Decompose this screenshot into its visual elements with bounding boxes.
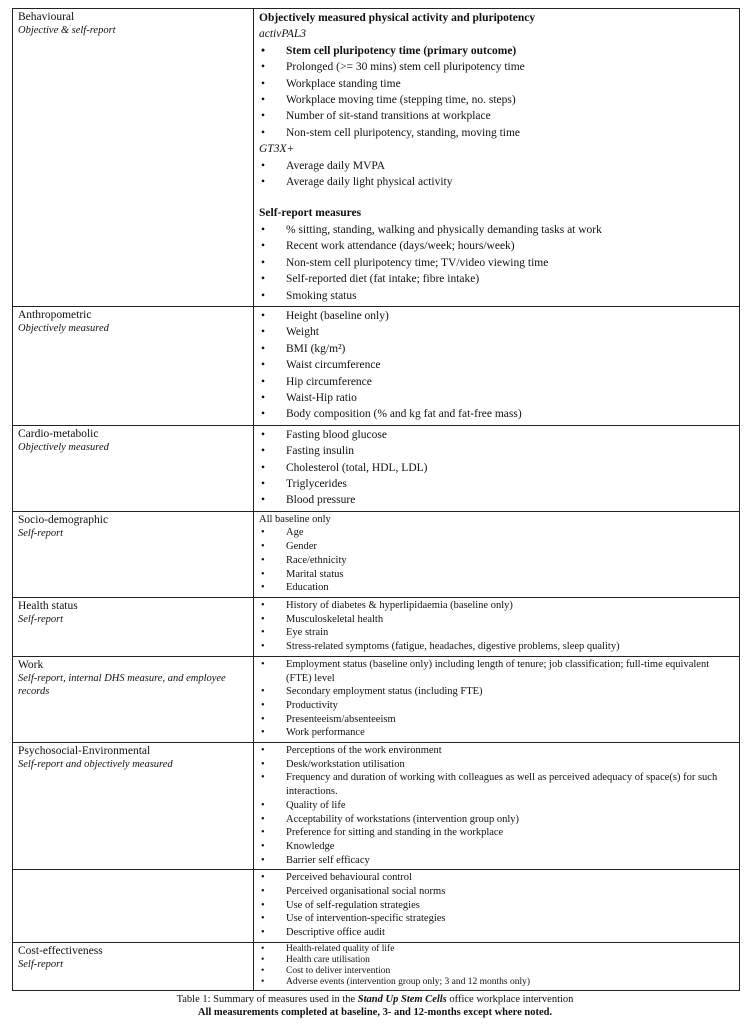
list-item: • Fasting blood glucose <box>259 427 734 443</box>
measure-list <box>259 871 734 940</box>
caption-prefix: Table 1: Summary of measures used in the <box>176 994 358 1005</box>
list-item: • Smoking status <box>259 288 734 304</box>
category-subtitle: Objectively measured <box>18 322 109 334</box>
category-title: Work <box>18 658 44 671</box>
list-item: • Weight <box>259 324 734 340</box>
measures-cell <box>254 743 740 870</box>
list-item: • Presenteeism/absenteeism <box>259 713 734 727</box>
list-item: • Use of intervention-specific strategies <box>259 912 734 926</box>
caption-suffix: office workplace intervention <box>446 994 574 1005</box>
category-subtitle: Self-report <box>18 958 64 970</box>
category-cell <box>13 425 254 511</box>
measure-list <box>259 526 734 595</box>
measures-table-body <box>13 9 740 991</box>
list-item: • Quality of life <box>259 799 734 813</box>
group-title: activPAL3 <box>259 28 307 41</box>
list-item: • % sitting, standing, walking and physically demanding tasks at work <box>259 222 734 238</box>
list-item: • Health-related quality of life <box>259 944 734 955</box>
table-row <box>13 9 740 307</box>
list-item: • Descriptive office audit <box>259 926 734 940</box>
caption-emphasis: Stand Up Stem Cells <box>357 994 447 1005</box>
category-subtitle: Self-report and objectively measured <box>18 759 173 771</box>
measure-list <box>259 599 734 654</box>
table-row <box>13 511 740 597</box>
category-cell <box>13 743 254 870</box>
category-title: Cost-effectiveness <box>18 944 103 957</box>
list-item: • Desk/workstation utilisation <box>259 758 734 772</box>
list-item: • Education <box>259 581 734 595</box>
list-item: • Self-reported diet (fat intake; fibre intake) <box>259 271 734 287</box>
table-row <box>13 306 740 425</box>
measure-list <box>259 222 734 304</box>
table-row <box>13 656 740 742</box>
measure-list <box>259 944 734 988</box>
table-row <box>13 942 740 990</box>
table-row <box>13 598 740 657</box>
list-item: • Cholesterol (total, HDL, LDL) <box>259 460 734 476</box>
measures-cell <box>254 598 740 657</box>
category-cell <box>13 9 254 307</box>
table-caption <box>0 994 750 1019</box>
group-title: All baseline only <box>259 513 331 525</box>
measures-cell <box>254 511 740 597</box>
category-title: Cardio-metabolic <box>18 427 99 440</box>
list-item: • Age <box>259 526 734 540</box>
list-item: • Stem cell pluripotency time (primary outcome) <box>259 43 734 59</box>
measure-list <box>259 658 734 740</box>
list-item: • Non-stem cell pluripotency, standing, moving time <box>259 125 734 141</box>
list-item: • Perceived organisational social norms <box>259 885 734 899</box>
measures-cell <box>254 942 740 990</box>
group-spacer <box>259 190 734 205</box>
list-item: • Secondary employment status (including FTE) <box>259 685 734 699</box>
category-title: Behavioural <box>18 11 75 23</box>
category-cell <box>13 942 254 990</box>
list-item: • Race/ethnicity <box>259 554 734 568</box>
list-item: • Marital status <box>259 568 734 582</box>
category-title: Socio-demographic <box>18 513 109 526</box>
group-title: GT3X+ <box>259 143 295 156</box>
list-item: • Musculoskeletal health <box>259 613 734 627</box>
list-item: • Gender <box>259 540 734 554</box>
measures-cell <box>254 656 740 742</box>
measures-cell <box>254 9 740 307</box>
measure-list <box>259 158 734 191</box>
list-item: • Health care utilisation <box>259 955 734 966</box>
category-title: Health status <box>18 600 78 612</box>
list-item: • Average daily MVPA <box>259 158 734 174</box>
list-item: • Acceptability of workstations (intervention group only) <box>259 813 734 827</box>
list-item: • Prolonged (>= 30 mins) stem cell pluripotency time <box>259 59 734 75</box>
table-row <box>13 870 740 943</box>
measure-list <box>259 308 734 423</box>
category-cell <box>13 598 254 657</box>
category-subtitle: Self-report <box>18 527 64 539</box>
list-item: • Perceptions of the work environment <box>259 744 734 758</box>
measure-list <box>259 43 734 141</box>
list-item: • Stress-related symptoms (fatigue, headaches, digestive problems, sleep quality) <box>259 640 734 654</box>
list-item: • Barrier self efficacy <box>259 854 734 868</box>
list-item: • Work performance <box>259 726 734 740</box>
list-item: • Waist-Hip ratio <box>259 390 734 406</box>
list-item: • Productivity <box>259 699 734 713</box>
group-title: Objectively measured physical activity and pluripotency <box>259 12 536 24</box>
caption-line-2: All measurements completed at baseline, 3- and 12-months except where noted. <box>197 1006 553 1018</box>
category-cell <box>13 870 254 943</box>
list-item: • History of diabetes & hyperlipidaemia (baseline only) <box>259 599 734 613</box>
list-item: • Waist circumference <box>259 357 734 373</box>
list-item: • Fasting insulin <box>259 443 734 459</box>
list-item: • Number of sit-stand transitions at workplace <box>259 108 734 124</box>
list-item: • Frequency and duration of working with colleagues as well as perceived adequacy of space(s) for such interactions. <box>259 771 734 798</box>
measure-list <box>259 427 734 509</box>
list-item: • Body composition (% and kg fat and fat-free mass) <box>259 406 734 422</box>
list-item: • Height (baseline only) <box>259 308 734 324</box>
measures-table <box>12 8 740 991</box>
group-title: Self-report measures <box>259 207 362 220</box>
list-item: • Triglycerides <box>259 476 734 492</box>
measures-cell <box>254 306 740 425</box>
category-subtitle: Objectively measured <box>18 441 109 453</box>
list-item: • Eye strain <box>259 626 734 640</box>
category-subtitle: Objective & self-report <box>18 25 116 36</box>
list-item: • Employment status (baseline only) including length of tenure; job classification; full-time equivalent (FTE) level <box>259 658 734 685</box>
list-item: • BMI (kg/m²) <box>259 341 734 357</box>
list-item: • Use of self-regulation strategies <box>259 899 734 913</box>
caption-line-1 <box>0 994 750 1007</box>
category-cell <box>13 511 254 597</box>
list-item: • Perceived behavioural control <box>259 871 734 885</box>
list-item: • Workplace moving time (stepping time, no. steps) <box>259 92 734 108</box>
list-item: • Recent work attendance (days/week; hours/week) <box>259 238 734 254</box>
list-item: • Non-stem cell pluripotency time; TV/video viewing time <box>259 255 734 271</box>
category-cell <box>13 306 254 425</box>
category-cell <box>13 656 254 742</box>
category-title: Psychosocial-Environmental <box>18 745 151 758</box>
measure-list <box>259 744 734 867</box>
measures-cell <box>254 425 740 511</box>
list-item: • Adverse events (intervention group only; 3 and 12 months only) <box>259 977 734 988</box>
list-item: • Preference for sitting and standing in the workplace <box>259 826 734 840</box>
measures-cell <box>254 870 740 943</box>
table-row <box>13 425 740 511</box>
category-subtitle: Self-report, internal DHS measure, and employee records <box>18 672 226 697</box>
list-item: • Average daily light physical activity <box>259 174 734 190</box>
list-item: • Knowledge <box>259 840 734 854</box>
table-row <box>13 743 740 870</box>
category-title: Anthropometric <box>18 308 92 321</box>
list-item: • Blood pressure <box>259 492 734 508</box>
list-item: • Cost to deliver intervention <box>259 966 734 977</box>
category-subtitle: Self-report <box>18 614 64 625</box>
list-item: • Workplace standing time <box>259 76 734 92</box>
list-item: • Hip circumference <box>259 374 734 390</box>
